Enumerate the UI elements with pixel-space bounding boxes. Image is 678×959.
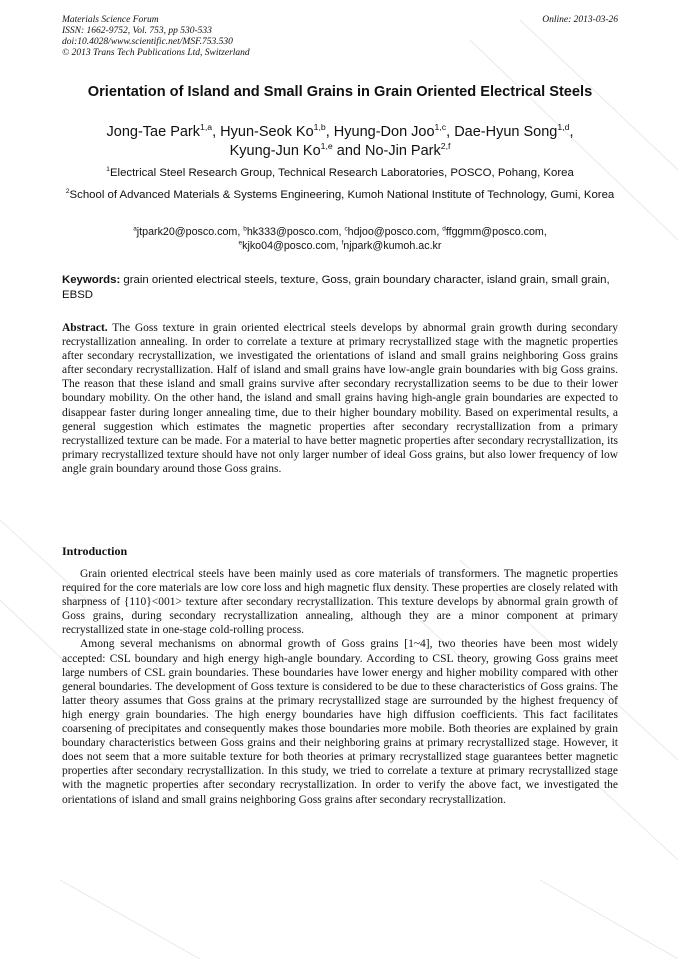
abstract xyxy=(62,321,618,476)
journal-header xyxy=(62,15,618,59)
author: Jong-Tae Park$^{1,a}$, xyxy=(106,122,221,140)
journal-name: Materials Science Forum xyxy=(62,15,159,25)
author: Hyung-Don Joo$^{1,c}$, xyxy=(333,122,455,140)
keywords-text: grain oriented electrical steels, texture, Goss, grain boundary character, island grain, small grain, EBSD xyxy=(62,274,610,301)
journal-copyright: © 2013 Trans Tech Publications Ltd, Switzerland xyxy=(62,48,250,58)
journal-doi: doi:10.4028/www.scientific.net/MSF.753.530 xyxy=(62,37,233,47)
paper-title: Orientation of Island and Small Grains in Grain Oriented Electrical Steels xyxy=(87,84,593,100)
email-link: kjko04@posco.com, xyxy=(242,240,342,252)
affiliation-2: $^2$School of Advanced Materials & Systems Engineering, Kumoh National Institute of Technology, Gumi, Korea xyxy=(65,188,615,201)
author: No-Jin Park$^{2,f}$ xyxy=(365,141,451,159)
abstract-label: Abstract. xyxy=(62,322,108,334)
affiliation-1: $^1$Electrical Steel Research Group, Technical Research Laboratories, POSCO, Pohang, Korea xyxy=(106,166,574,179)
journal-issn: ISSN: 1662-9752, Vol. 753, pp 530-533 xyxy=(62,26,212,36)
email-link: jtpark20@posco.com, xyxy=(136,226,244,238)
email-link: hk333@posco.com, xyxy=(246,226,345,238)
author-list xyxy=(62,123,618,161)
author-emails: $^a$jtpark20@posco.com, $^b$hk333@posco.com, $^c$hdjoo@posco.com, $^d$ffggmm@posco.com, $^e$kjko04@posco.com, $^f$njpark@kumoh.ac.kr xyxy=(133,225,547,252)
keywords-label: Keywords: xyxy=(62,274,121,286)
paragraph: Grain oriented electrical steels have been mainly used as core materials of transformers. The magnetic properties required for the core materials are low core loss and high magnetic flux density. These properties are closely related with sharpness of {110}<001> texture after secondary recrystallization. This texture develops by abnormal grain growth of Goss grains, during secondary recrystallization annealing, although they are a minor component at primary recrystallized state in one-stage cold-rolling process. xyxy=(62,568,618,637)
author: Hyun-Seok Ko$^{1,b}$, xyxy=(220,122,334,140)
introduction-body xyxy=(62,567,618,807)
online-date: Online: 2013-03-26 xyxy=(542,15,618,25)
email-link: ffggmm@posco.com, xyxy=(445,226,547,238)
paragraph: Among several mechanisms on abnormal growth of Goss grains [1~4], two theories have been most widely accepted: CSL boundary and high energy high-angle boundary. According to CSL theory, growing Goss grains meet large numbers of CSL grain boundaries. These boundaries have lower energy and higher mobility compared with other general boundaries. The development of Goss texture is considered to be due to these characteristics of Goss grains. The latter theory assumes that Goss grains at the primary recrystallized stage are surrounded by the highest frequency of high energy grain boundaries. The high energy boundaries have high diffusion coefficients. This fact facilitates coarsening of precipitates and consequently makes those boundaries more mobile. Both theories are explained by grain boundary characteristics between Goss grains and their neighboring grains at primary recrystallized stage. However, it does not seem that a more suitable texture for both theories at primary recrystallized stage guarantees better magnetic properties after secondary recrystallization. In this study, we tried to correlate a texture at primary recrystallized stage with the magnetic properties after secondary recrystallization. In order to verify the above fact, we investigated the orientations of island and small grains neighboring Goss grains after secondary recrystallization. xyxy=(62,638,618,806)
author: Dae-Hyun Song$^{1,d}$, xyxy=(454,122,574,140)
email-link: njpark@kumoh.ac.kr xyxy=(343,240,442,252)
author: Kyung-Jun Ko$^{1,e}$ and xyxy=(229,141,365,159)
introduction-heading: Introduction xyxy=(62,544,128,558)
email-link: hdjoo@posco.com, xyxy=(347,226,443,238)
abstract-text: The Goss texture in grain oriented electrical steels develops by abnormal grain growth during secondary recrystallization annealing. In order to correlate a texture at primary recrystallized stage with the magnetic properties after secondary recrystallization, we investigated the orientations of island and small grains neighboring Goss grains after secondary recrystallization. Half of island and small grains have low-angle grain boundaries with big Goss grains. The reason that these island and small grains survive after secondary recrystallization seems to be due to their lower boundary mobility. On the other hand, the island and small grains having high-angle grain boundaries are expected to disappear faster during longer annealing time, due to their higher boundary mobility. Based on experimental results, a general suggestion which estimates the magnetic properties after secondary recrystallization from a primary recrystallized texture can be made. For a material to have better magnetic properties after secondary recrystallization, its primary recrystallized texture should have not only larger number of ideal Goss grains, but also lower frequency of low angle grain boundary around those Goss grains. xyxy=(62,322,618,475)
keywords xyxy=(62,273,618,303)
